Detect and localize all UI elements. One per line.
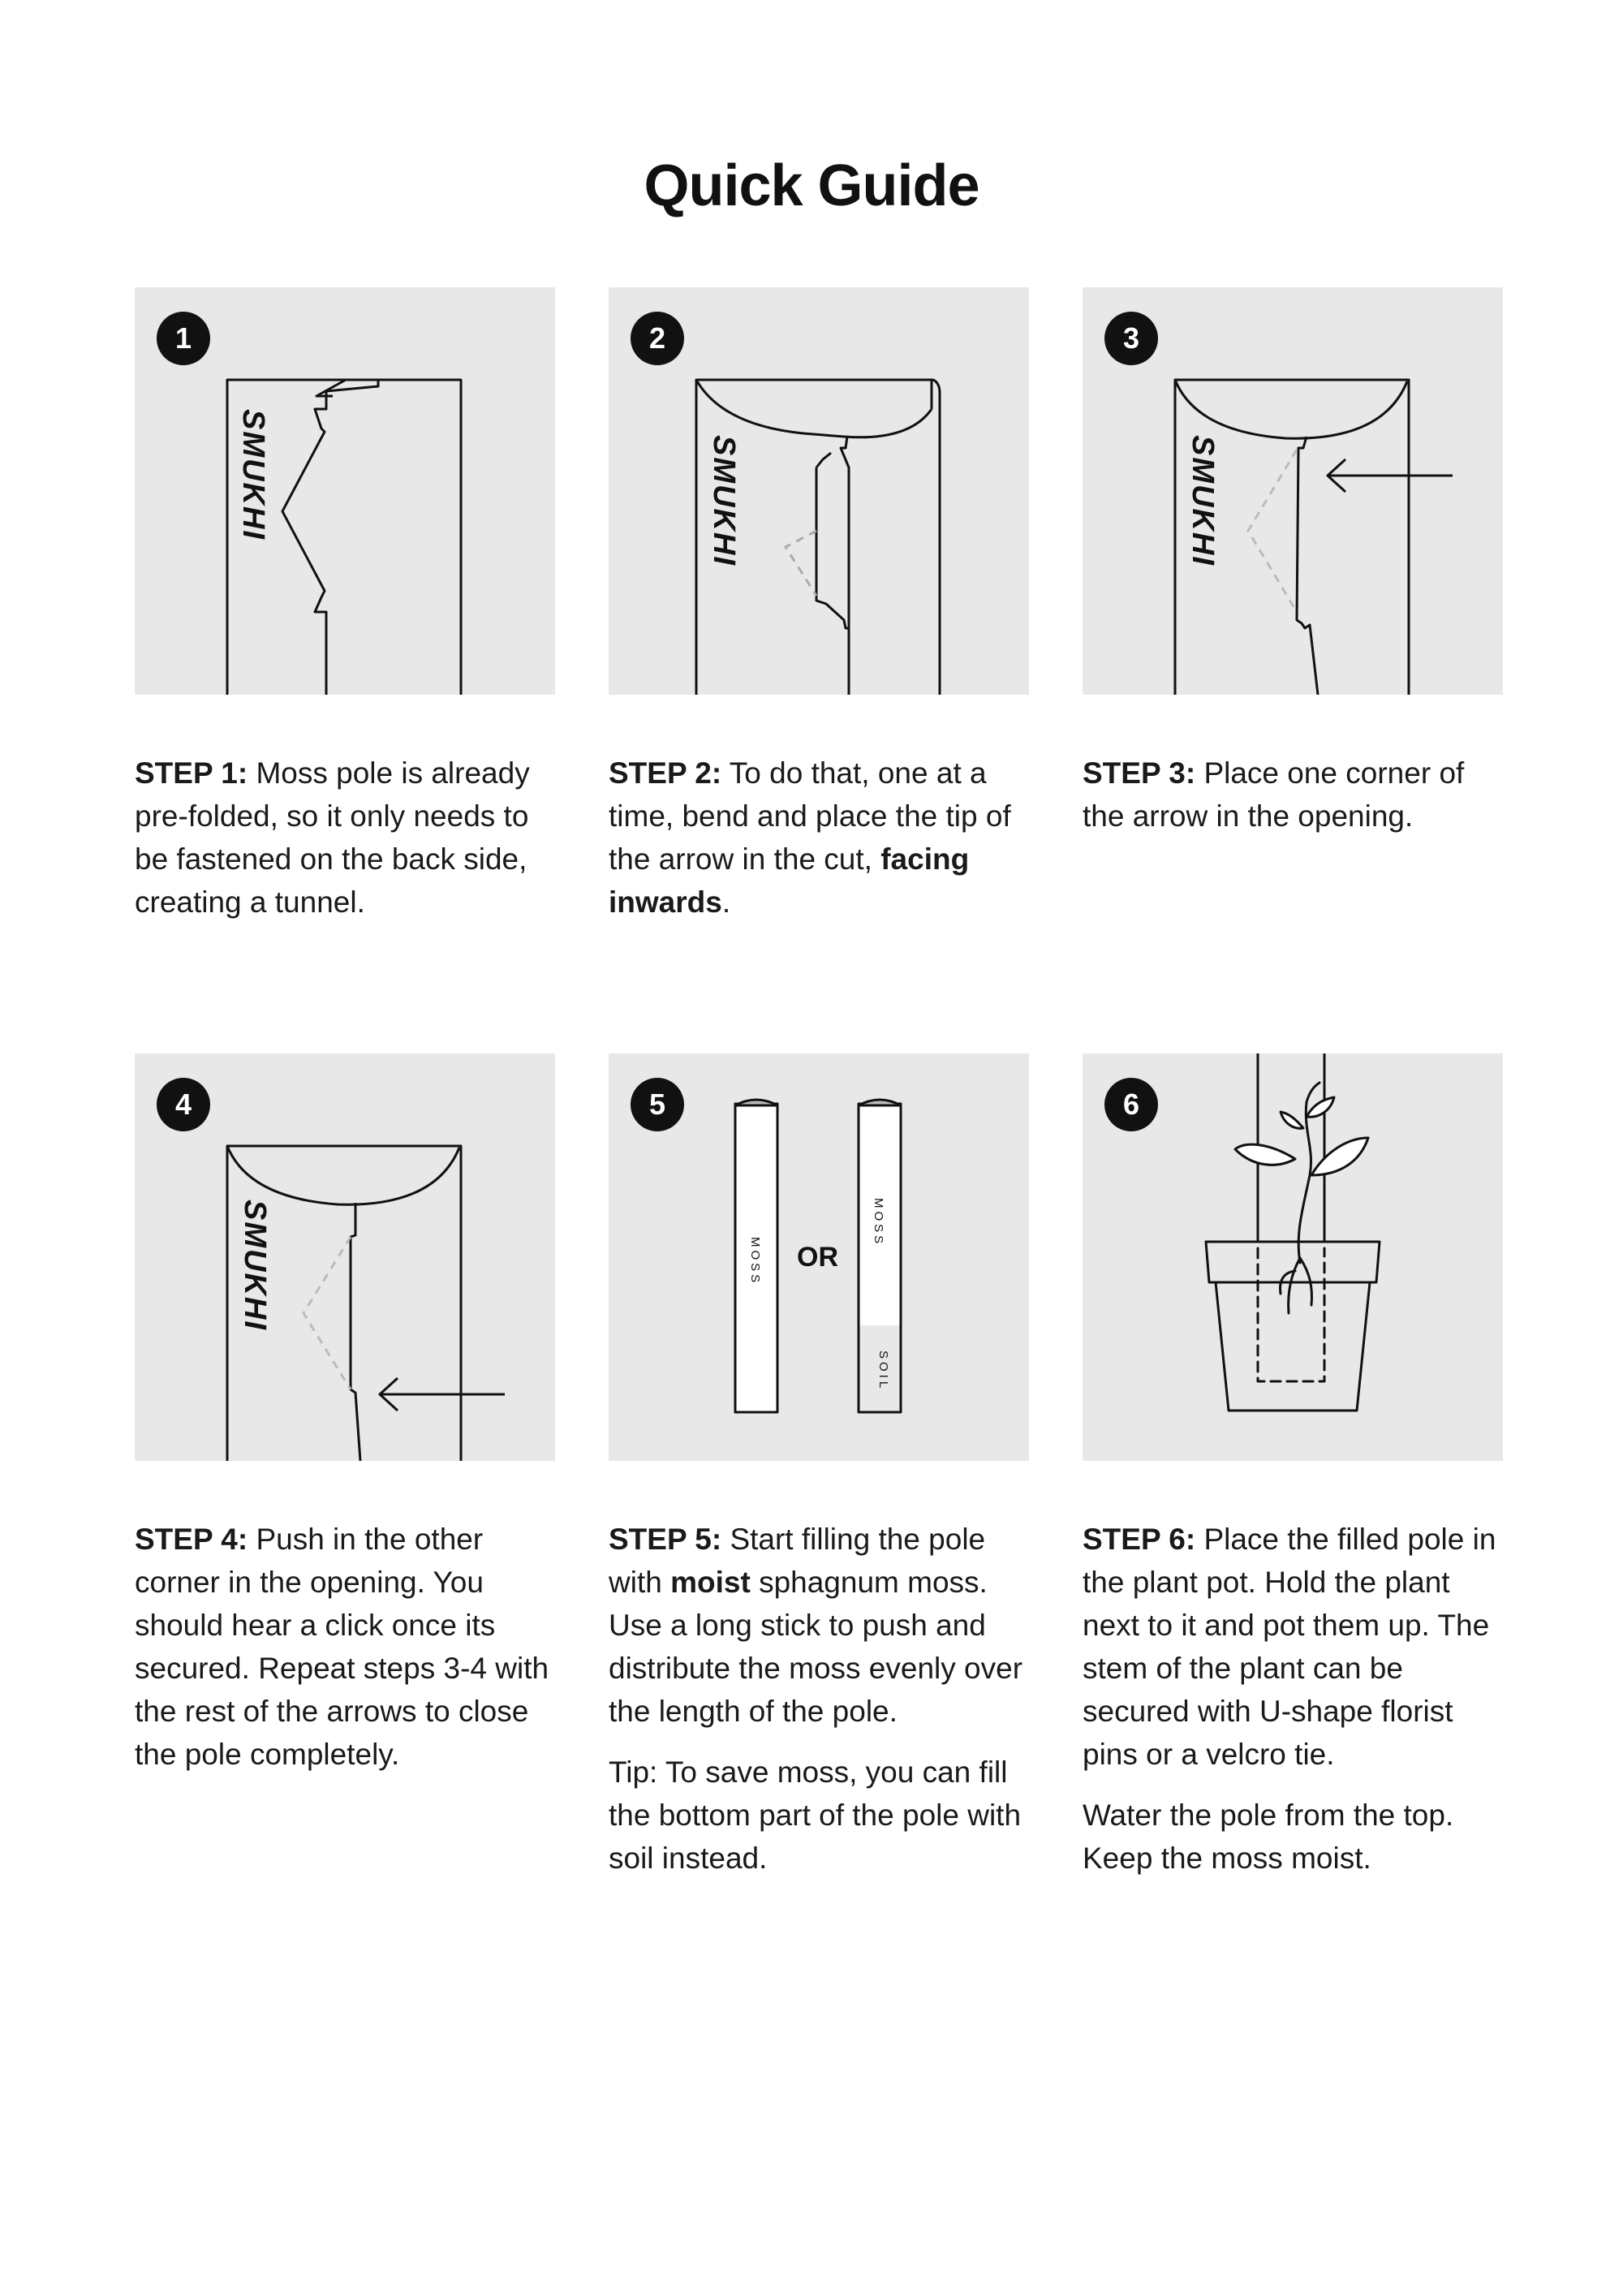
step-2-text: To do that, one at a time, bend and place the tip of the arrow in the cut, (609, 756, 1011, 876)
step-4-text: Push in the other corner in the opening. You should hear a click once its secured. Repeat steps 3-4 with the rest of the arrows to close the pole completely. (135, 1523, 549, 1771)
right-pole-moss-label: MOSS (872, 1198, 885, 1247)
step-2-label: STEP 2: (609, 756, 722, 790)
step-3-text: Place one corner of the arrow in the opening. (1083, 756, 1465, 833)
brand-label-4: SMUKHI (238, 1200, 272, 1331)
step-4-badge: 4 (157, 1078, 210, 1131)
step-1-label: STEP 1: (135, 756, 248, 790)
right-pole-soil-label: SOIL (876, 1350, 890, 1392)
step-4-illustration (135, 1053, 555, 1461)
step-5-illustration (609, 1053, 1029, 1461)
step-6-text: Place the filled pole in the plant pot. Hold the plant next to it and pot them up. The stem of the plant can be secured with U-shape florist pins or a velcro tie. (1083, 1523, 1496, 1771)
brand-label-1: SMUKHI (236, 409, 270, 541)
step-4-description (135, 1518, 557, 1794)
brand-label-2: SMUKHI (707, 435, 741, 566)
step-1-description (135, 752, 557, 941)
step-5-text: Start filling the pole with (609, 1523, 986, 1599)
or-label: OR (797, 1242, 838, 1273)
step-1-illustration (135, 287, 555, 695)
step-3-description (1083, 752, 1505, 855)
step-5-badge: 5 (631, 1078, 684, 1131)
step-2-illustration (609, 287, 1029, 695)
step-6-badge: 6 (1104, 1078, 1158, 1131)
step-6-description (1083, 1518, 1505, 1898)
step-1-text: Moss pole is already pre-folded, so it only needs to be fastened on the back side, creating a tunnel. (135, 756, 530, 919)
step-5-emphasis: moist (670, 1566, 751, 1599)
step-2-emphasis: facing inwards (609, 842, 970, 919)
step-2-description (609, 752, 1031, 941)
step-5-description (609, 1518, 1031, 1898)
step-3-label: STEP 3: (1083, 756, 1196, 790)
step-3-illustration (1083, 287, 1503, 695)
step-5-tip: Tip: To save moss, you can fill the bottom part of the pole with soil instead. (609, 1755, 1022, 1875)
left-pole-moss-label: MOSS (748, 1237, 762, 1286)
step-4-label: STEP 4: (135, 1523, 248, 1556)
step-2-badge: 2 (631, 312, 684, 365)
step-1-badge: 1 (157, 312, 210, 365)
brand-label-3: SMUKHI (1186, 435, 1220, 566)
step-6-illustration (1083, 1053, 1503, 1461)
step-2-text-end: . (721, 885, 731, 919)
step-6-note: Water the pole from the top. Keep the moss moist. (1083, 1798, 1454, 1875)
step-6-label: STEP 6: (1083, 1523, 1196, 1556)
page-title: Quick Guide (644, 153, 979, 218)
step-3-badge: 3 (1104, 312, 1158, 365)
step-5-label: STEP 5: (609, 1523, 722, 1556)
step-5-text-end: sphagnum moss. Use a long stick to push and distribute the moss evenly over the length of the pole. (609, 1566, 1023, 1728)
